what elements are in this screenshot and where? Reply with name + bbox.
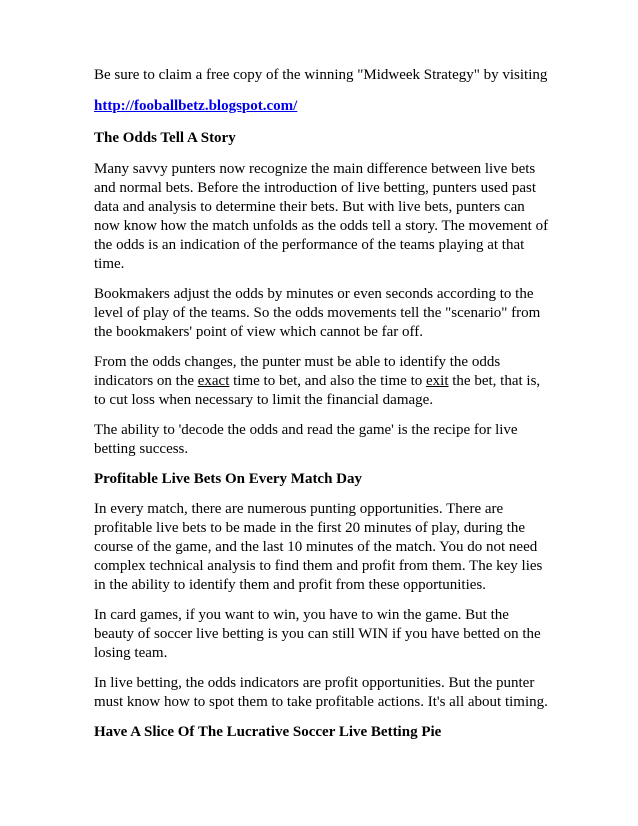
document-page [94,66,550,753]
paragraph-odds-changes-text-2: time to bet, and also the time to [229,373,427,389]
exact-link[interactable]: exact [197,373,230,389]
paragraph-every-match: In every match, there are numerous punting opportunities. There are profitable live bets to be made in the first 20 minutes of play, during the course of the game, and the last 10 minutes of the match. You do not need complex technical analysis to find them and profit from them. The key lies in the ability to identify them and profit from these opportunities. [94,501,543,593]
paragraph-odds-indicators: In live betting, the odds indicators are profit opportunities. But the punter must know how to spot them to take profitable actions. It's all about timing. [94,675,548,710]
heading-profitable-live-bets: Profitable Live Bets On Every Match Day [94,471,363,487]
paragraph-live-vs-normal: Many savvy punters now recognize the main difference between live bets and normal bets. Before the introduction of live betting, punters used past data and analysis to determine their bets. But with live bets, punters can now know how the match unfolds as the odds tell a story. The movement of the odds is an indication of the performance of the teams playing at that time. [94,161,549,272]
paragraph-odds-changes-text-1: From the odds changes, the punter must be able to identify the odds indicators on the [94,354,501,389]
paragraph-card-games: In card games, if you want to win, you have to win the game. But the beauty of soccer live betting is you can still WIN if you have betted on the losing team. [94,607,541,661]
blog-link[interactable]: http://fooballbetz.blogspot.com/ [94,98,298,114]
paragraph-odds-changes-text-3: the bet, that is, to cut loss when necessary to limit the financial damage. [94,373,541,408]
heading-lucrative-pie: Have A Slice Of The Lucrative Soccer Live Betting Pie [94,724,442,740]
heading-odds-tell-story: The Odds Tell A Story [94,130,236,146]
intro-paragraph: Be sure to claim a free copy of the winning "Midweek Strategy" by visiting [94,67,548,83]
url-paragraph [94,97,550,116]
paragraph-bookmakers: Bookmakers adjust the odds by minutes or even seconds according to the level of play of the teams. So the odds movements tell the "scenario" from the bookmakers' point of view which cannot be far off. [94,286,541,340]
paragraph-decode-odds: The ability to 'decode the odds and read the game' is the recipe for live betting success. [94,422,518,457]
exit-link[interactable]: exit [426,373,449,389]
paragraph-odds-changes [94,353,550,410]
